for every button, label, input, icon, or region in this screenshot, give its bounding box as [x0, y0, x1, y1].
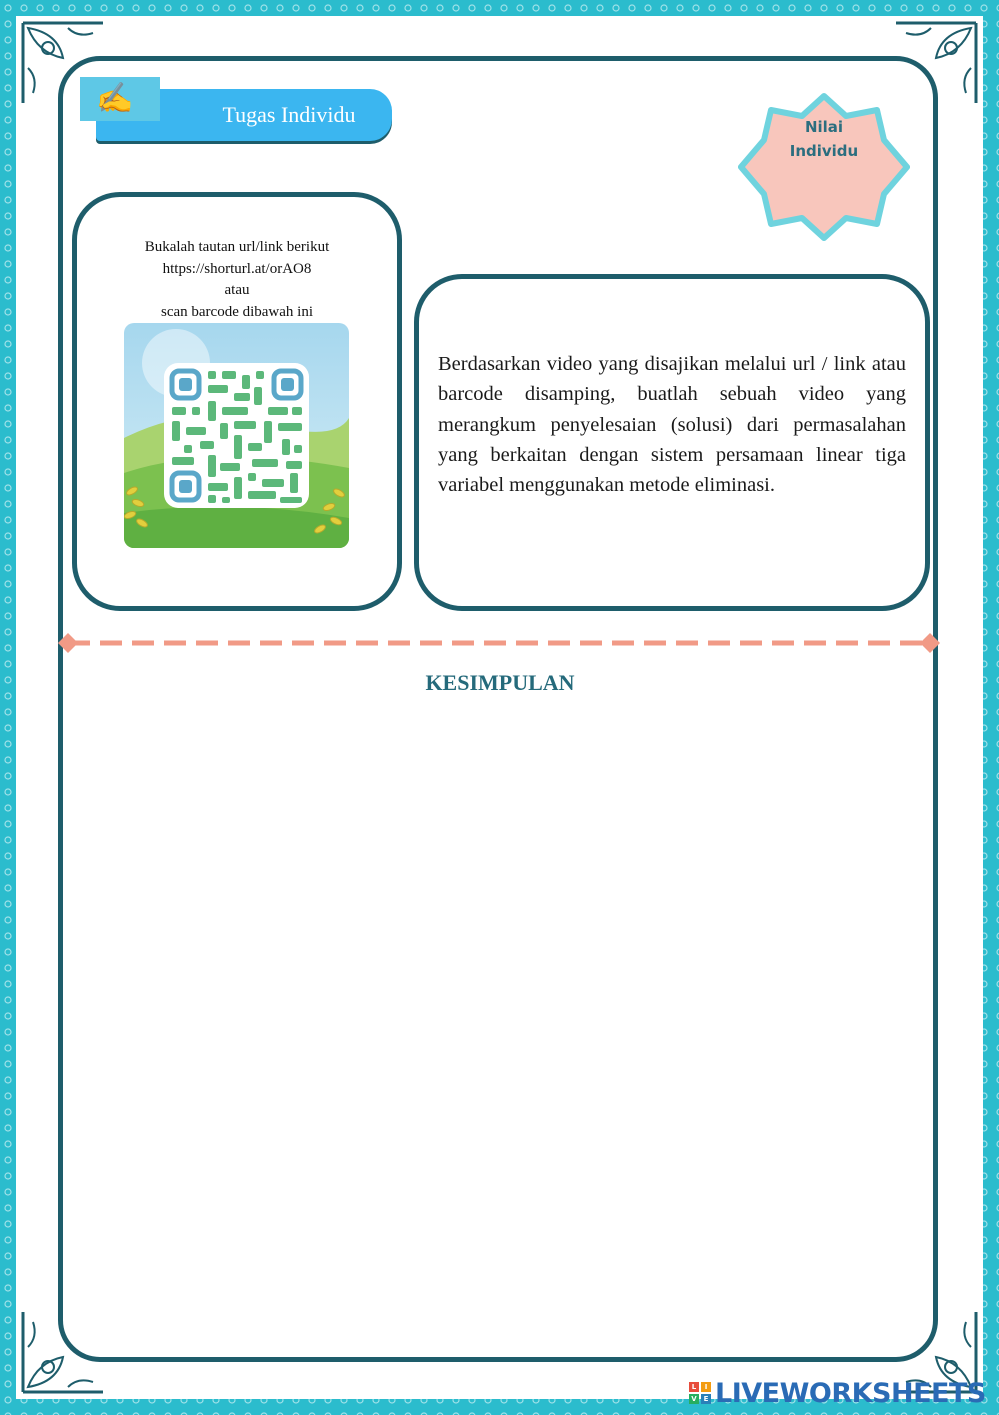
- instruction-line-3: atau: [224, 282, 250, 298]
- qr-code-card[interactable]: [124, 323, 349, 548]
- logo-tile: L: [689, 1382, 699, 1392]
- brand-name: LIVEWORKSHEETS: [715, 1377, 986, 1409]
- logo-tile: V: [689, 1394, 699, 1404]
- logo-tile: I: [701, 1382, 711, 1392]
- logo-tiles-icon: [689, 1382, 711, 1404]
- instruction-line-4: scan barcode dibawah ini: [160, 303, 314, 320]
- instruction-line-1: Bukalah tautan url/link berikut: [144, 239, 330, 255]
- score-badge-line1: Nilai: [804, 118, 844, 136]
- score-badge: [738, 115, 910, 163]
- link-instructions: [115, 237, 359, 323]
- section-heading: KESIMPULAN: [425, 670, 575, 695]
- logo-tile: E: [701, 1394, 711, 1404]
- qr-code-icon: [164, 363, 309, 508]
- task-description: Berdasarkan video yang disajikan melalui url / link atau barcode disamping, buatlah sebuah video yang merangkum penyelesaian (solusi) dari permasalahan yang berkaitan dengan sistem persamaan linear tiga variabel menggunakan metode eliminasi.: [438, 353, 906, 497]
- section-divider: [56, 630, 942, 656]
- writing-hand-icon: ✍: [96, 82, 134, 115]
- instruction-link[interactable]: https://shorturl.at/orAO8: [162, 260, 312, 277]
- score-badge-line2: Individu: [789, 142, 859, 160]
- title-label: Tugas Individu: [222, 102, 356, 127]
- liveworksheets-logo[interactable]: [689, 1376, 986, 1410]
